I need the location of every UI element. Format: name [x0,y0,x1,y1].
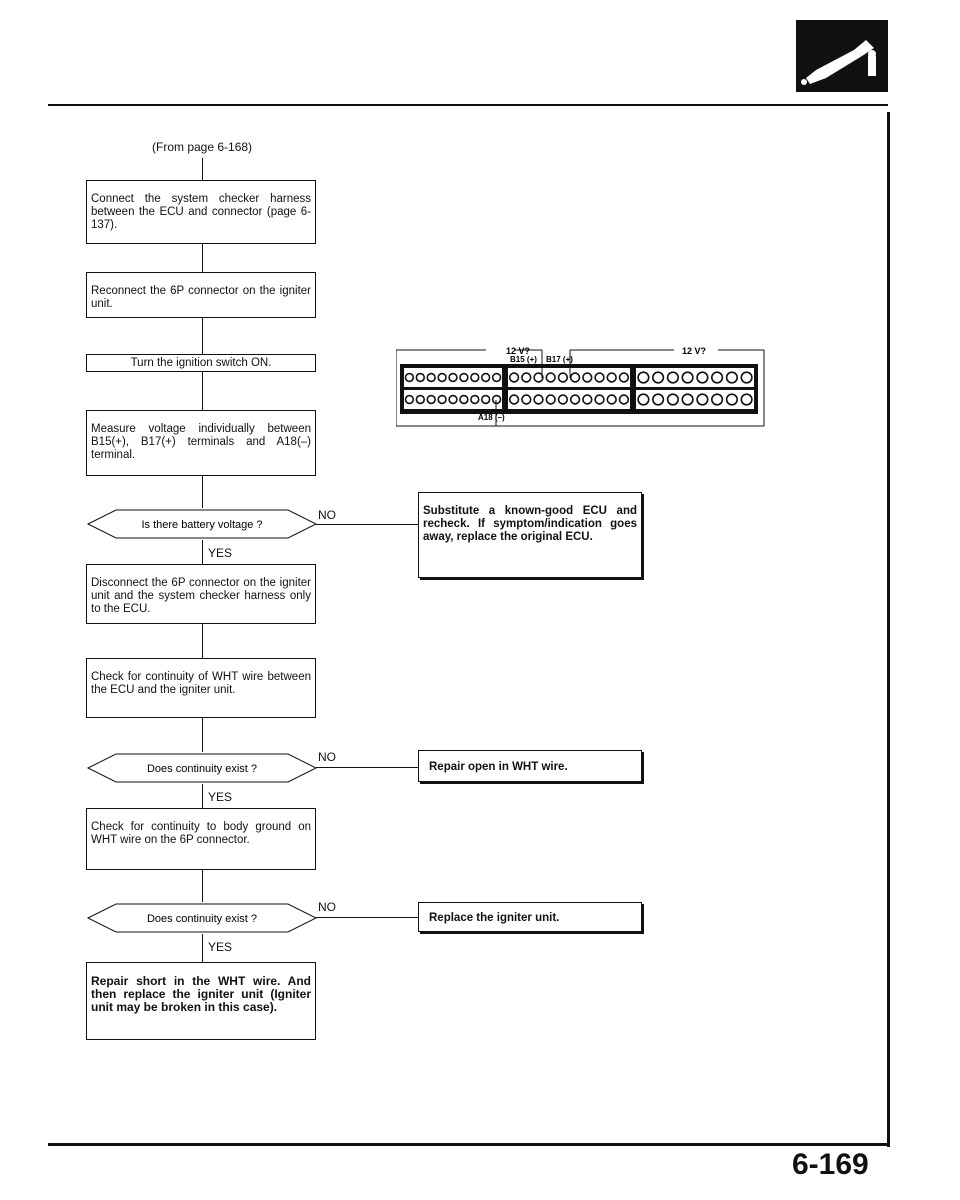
decision-continuity-2 [86,902,318,934]
result-substitute-ecu: Substitute a known-good ECU and recheck. If symptom/indication goes away, replace the original ECU. [418,492,642,578]
decision-text: Does continuity exist ? [146,763,258,775]
decision-text: Is there battery voltage ? [141,519,263,531]
voltage-label-left: 12 V? [506,346,531,356]
top-rule [48,104,888,106]
b15-label: B15 (+) [510,355,537,364]
bottom-rule [48,1143,890,1146]
decision-continuity-1 [86,752,318,784]
no-label: NO [318,508,336,522]
flow-line [202,624,203,658]
step-reconnect-6p: Reconnect the 6P connector on the igniter unit. [86,272,316,318]
step-check-continuity: Check for continuity of WHT wire between the ECU and the igniter unit. [86,658,316,718]
step-disconnect-6p: Disconnect the 6P connector on the igniter unit and the system checker harness only to the ECU. [86,564,316,624]
no-label: NO [318,750,336,764]
flow-line [202,540,203,564]
flow-line [202,870,203,902]
flow-line [202,934,203,962]
step-check-body-ground: Check for continuity to body ground on WHT wire on the 6P connector. [86,808,316,870]
flow-line [316,524,418,525]
decision-battery-voltage [86,508,318,540]
flow-line [316,917,418,918]
frame-right-rule [887,112,890,1147]
yes-label: YES [208,790,233,804]
flow-line [202,244,203,272]
no-label: NO [318,900,336,914]
yes-label: YES [208,940,233,954]
yes-label: YES [208,546,233,560]
flow-line [202,718,203,752]
result-repair-open: Repair open in WHT wire. [418,750,642,782]
flow-line [202,784,203,808]
decision-text: Does continuity exist ? [146,913,258,925]
spark-plug-icon [796,20,888,92]
step-connect-harness: Connect the system checker harness between the ECU and connector (page 6-137). [86,180,316,244]
flow-line [316,767,418,768]
step-measure-voltage: Measure voltage individually between B15(+), B17(+) terminals and A18(–) terminal. [86,410,316,476]
flow-line [202,476,203,508]
step-ignition-on: Turn the ignition switch ON. [86,354,316,372]
result-replace-igniter: Replace the igniter unit. [418,902,642,932]
a18-label: A18 (–) [478,413,505,422]
voltage-label-right: 12 V? [682,346,707,356]
step-repair-short: Repair short in the WHT wire. And then replace the igniter unit (Igniter unit may be broken in this case). [86,962,316,1040]
from-page-label: (From page 6-168) [152,140,253,154]
flow-line [202,158,203,180]
flow-line [202,318,203,354]
flow-line [202,372,203,410]
ecu-connector-diagram [396,340,766,430]
b17-label: B17 (+) [546,355,573,364]
page-number: 6-169 [792,1148,869,1181]
